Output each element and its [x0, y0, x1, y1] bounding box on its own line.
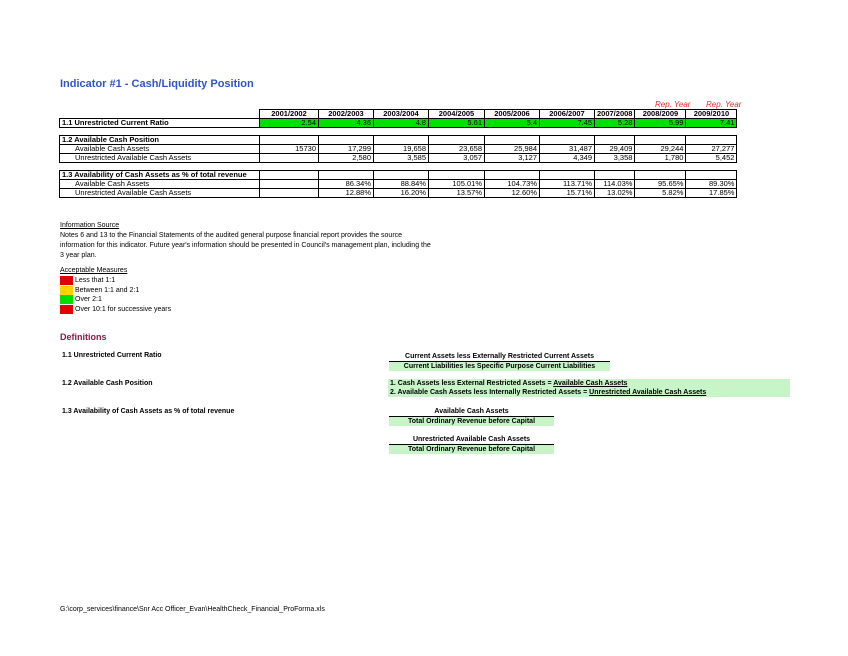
legend-label: Over 10:1 for successive years [75, 306, 172, 314]
table-cell: 3,585 [374, 154, 429, 163]
table-row [60, 154, 737, 163]
legend-item [60, 286, 171, 296]
table-cell: 17,299 [319, 145, 374, 154]
table-cell: 2,580 [319, 154, 374, 163]
page-title: Indicator #1 - Cash/Liquidity Position [60, 78, 254, 90]
table-cell: 29,244 [635, 145, 686, 154]
col-header: 2001/2002 [260, 110, 319, 119]
table-cell: 5.82% [635, 189, 686, 198]
rep-year-label-2009: Rep. Year [706, 100, 742, 109]
col-header: 2004/2005 [429, 110, 485, 119]
table-cell: 3,358 [595, 154, 635, 163]
table-row-section-heading [60, 171, 737, 180]
legend-label: Less that 1:1 [75, 276, 116, 284]
table-row [60, 180, 737, 189]
table-cell: 17.85% [686, 189, 737, 198]
info-heading: Information Source [60, 222, 120, 229]
table-row-section-heading [60, 136, 737, 145]
table-cell: 16.20% [374, 189, 429, 198]
table-cell: 1,780 [635, 154, 686, 163]
info-line: information for this indicator. Future year's information should be presented in Council's management plan, including the [60, 242, 431, 249]
definition-formula-1 [389, 352, 610, 371]
info-line: 3 year plan. [60, 252, 97, 259]
row-label: Unrestricted Available Cash Assets [60, 189, 260, 198]
table-cell: 88.84% [374, 180, 429, 189]
table-cell: 4.36 [319, 119, 374, 128]
table-cell: 7.41 [686, 119, 737, 128]
definitions-title: Definitions [60, 332, 107, 342]
legend-item [60, 276, 171, 286]
formula-line: 2. Available Cash Assets less Internally Restricted Assets = Unrestricted Available Cash Assets [390, 389, 707, 396]
table-cell: 113.71% [540, 180, 595, 189]
definition-formula-3a [389, 407, 554, 426]
formula-numerator: Current Assets less Externally Restricted Current Assets [405, 353, 594, 360]
table-cell [260, 180, 319, 189]
table-cell: 3,057 [429, 154, 485, 163]
col-header: 2002/2003 [319, 110, 374, 119]
row-label: 1.1 Unrestricted Current Ratio [60, 119, 260, 128]
table-row [60, 145, 737, 154]
table-cell: 13.57% [429, 189, 485, 198]
formula-denominator: Current Liabilities les Specific Purpose Current Liabilities [389, 361, 610, 371]
table-cell: 15730 [260, 145, 319, 154]
rep-year-label-2008: Rep. Year [655, 100, 691, 109]
col-header: 2003/2004 [374, 110, 429, 119]
table-cell: 5.28 [595, 119, 635, 128]
legend-item [60, 295, 171, 305]
table-cell: 12.88% [319, 189, 374, 198]
formula-numerator: Available Cash Assets [434, 408, 509, 415]
table-cell: 105.01% [429, 180, 485, 189]
definition-label-2: 1.2 Available Cash Position [62, 380, 153, 387]
col-header: 2009/2010 [686, 110, 737, 119]
table-cell: 95.65% [635, 180, 686, 189]
table-cell: 5.4 [485, 119, 540, 128]
info-line: Notes 6 and 13 to the Financial Statements of the audited general purpose financial report provides the source [60, 232, 403, 239]
table-cell: 86.34% [319, 180, 374, 189]
table-cell [260, 154, 319, 163]
formula-denominator: Total Ordinary Revenue before Capital [389, 444, 554, 454]
table-cell: 31,487 [540, 145, 595, 154]
definition-formula-3b [389, 435, 554, 454]
formula-denominator: Total Ordinary Revenue before Capital [389, 416, 554, 426]
table-cell: 13.02% [595, 189, 635, 198]
legend-swatch-yellow [60, 286, 73, 295]
acceptable-measures [60, 266, 171, 315]
table-cell: 27,277 [686, 145, 737, 154]
table-row-unrestricted-ratio [60, 119, 737, 128]
row-label: 1.2 Available Cash Position [60, 136, 260, 145]
cash-liquidity-table [59, 109, 737, 198]
definition-label-3: 1.3 Availability of Cash Assets as % of total revenue [62, 408, 235, 415]
col-header: 2008/2009 [635, 110, 686, 119]
table-header-row [60, 110, 737, 119]
table-row [60, 189, 737, 198]
table-cell: 5,452 [686, 154, 737, 163]
legend-item [60, 305, 171, 315]
table-cell: 29,409 [595, 145, 635, 154]
legend-swatch-green [60, 295, 73, 304]
table-cell: 25,984 [485, 145, 540, 154]
table-cell: 5.99 [635, 119, 686, 128]
formula-numerator: Unrestricted Available Cash Assets [412, 436, 531, 443]
table-cell: 3,127 [485, 154, 540, 163]
legend-swatch-red [60, 305, 73, 314]
col-header: 2005/2006 [485, 110, 540, 119]
table-cell: 4,349 [540, 154, 595, 163]
definition-label-1: 1.1 Unrestricted Current Ratio [62, 352, 162, 359]
legend-label: Between 1:1 and 2:1 [75, 286, 140, 294]
row-label: Available Cash Assets [60, 180, 260, 189]
row-label: Available Cash Assets [60, 145, 260, 154]
definition-formula-2 [388, 379, 790, 397]
table-cell: 23,658 [429, 145, 485, 154]
table-cell: 114.03% [595, 180, 635, 189]
row-label: 1.3 Availability of Cash Assets as % of total revenue [60, 171, 260, 180]
table-cell: 89.30% [686, 180, 737, 189]
legend-label: Over 2:1 [75, 296, 102, 304]
table-cell: 15.71% [540, 189, 595, 198]
table-cell: 2.54 [260, 119, 319, 128]
row-label: Unrestricted Available Cash Assets [60, 154, 260, 163]
file-path-footer: G:\corp_services\finance\Snr Acc Officer_Evan\HealthCheck_Financial_ProForma.xls [60, 606, 325, 613]
legend-swatch-red [60, 276, 73, 285]
col-header: 2006/2007 [540, 110, 595, 119]
formula-line: 1. Cash Assets less External Restricted Assets = Available Cash Assets [390, 380, 628, 387]
table-cell: 12.60% [485, 189, 540, 198]
table-cell: 7.45 [540, 119, 595, 128]
table-cell: 104.73% [485, 180, 540, 189]
information-source [60, 221, 431, 261]
table-cell: 19,658 [374, 145, 429, 154]
measures-heading: Acceptable Measures [60, 267, 128, 274]
col-header: 2007/2008 [595, 110, 635, 119]
table-cell [260, 189, 319, 198]
table-cell: 4.8 [374, 119, 429, 128]
table-cell: 5.61 [429, 119, 485, 128]
